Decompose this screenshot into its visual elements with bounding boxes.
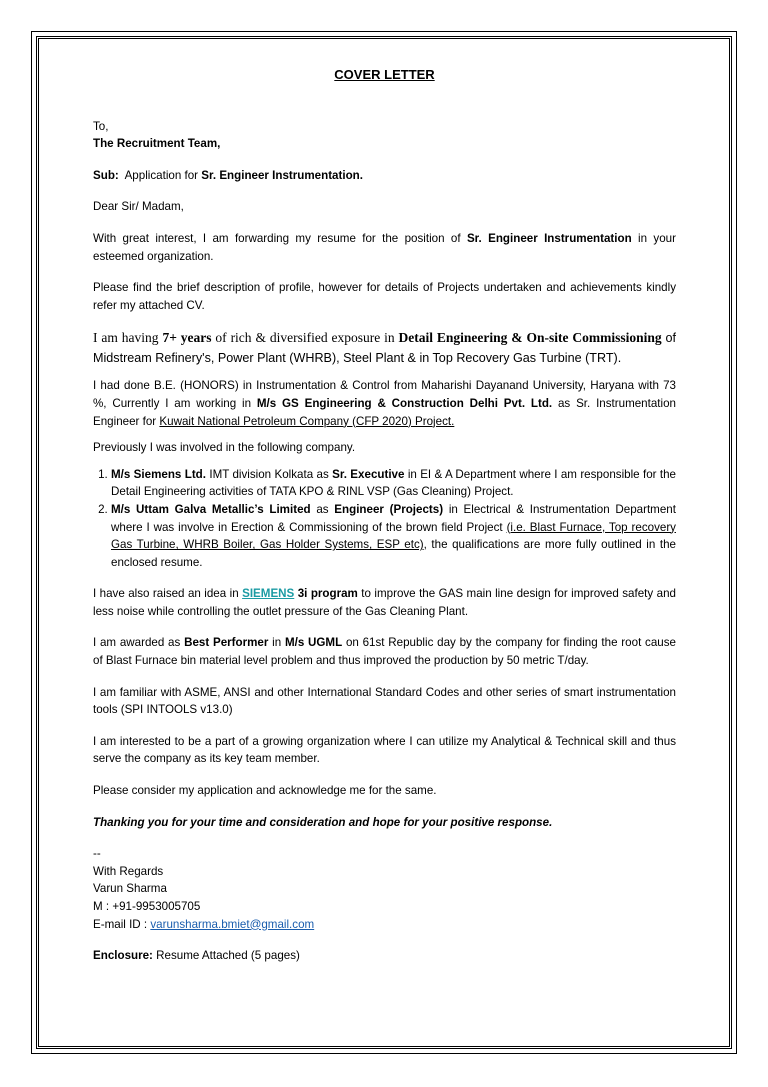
cover-letter: [93, 60, 676, 965]
signature-email-line: E-mail ID : varunsharma.bmiet@gmail.com: [93, 917, 315, 931]
paragraph-interest-org: I am interested to be a part of a growing organization where I can utilize my Analytical & Technical skill and thus serve the company as its key team member.: [93, 734, 676, 766]
paragraph-award: I am awarded as Best Performer in M/s UGML on 61st Republic day by the company for finding the root cause of Blast Furnace bin material level problem and thus improved the production by 50 metric T/day.: [93, 636, 676, 668]
previous-companies-list: [93, 466, 676, 572]
recipient: The Recruitment Team,: [93, 137, 221, 151]
paragraph-idea: I have also raised an idea in SIEMENS 3i program to improve the GAS main line design for improved safety and less noise while controlling the outlet pressure of the Gas Cleaning Plant.: [93, 587, 676, 618]
salutation-to: To,: [93, 119, 109, 133]
subject-line: Sub: Application for Sr. Engineer Instrumentation.: [93, 168, 363, 182]
signature-dashes: --: [93, 847, 101, 861]
paragraph-consider: Please consider my application and acknowledge me for the same.: [93, 784, 437, 798]
paragraph-previous: Previously I was involved in the following company.: [93, 441, 356, 455]
list-item: 1. M/s Siemens Ltd. IMT division Kolkata as Sr. Executive in EI & A Department where I am responsible for the Detail Engineering activities of TATA KPO & RINL VSP (Gas Cleaning) Project.: [111, 466, 676, 501]
signature-mobile: M : +91-9953005705: [93, 900, 201, 913]
closing-thanks: Thanking you for your time and consideration and hope for your positive response.: [93, 815, 553, 829]
list-item: 2. M/s Uttam Galva Metallic’s Limited as Engineer (Projects) in Electrical & Instrumentation Department where I was involve in Erection & Commissioning of the brown field Project (i.e. Blast Furnace, Top recovery Gas Turbine, WHRB Boiler, Gas Holder Systems, ESP etc), the qualifications are more fully outlined in the enclosed resume.: [111, 501, 676, 571]
greeting: Dear Sir/ Madam,: [93, 200, 184, 214]
email-link[interactable]: varunsharma.bmiet@gmail.com: [150, 917, 315, 931]
paragraph-interest: With great interest, I am forwarding my resume for the position of Sr. Engineer Instrumentation in your esteemed organization.: [93, 231, 676, 263]
paragraph-standards: I am familiar with ASME, ANSI and other International Standard Codes and other series of smart instrumentation tools (SPI INTOOLS v13.0): [93, 685, 676, 717]
paragraph-profile: Please find the brief description of profile, however for details of Projects undertaken and achievements kindly refer my attached CV.: [93, 281, 676, 312]
paragraph-experience: I am having 7+ years of rich & diversified exposure in Detail Engineering & On-site Commissioning of Midstream Refinery's, Power Plant (WHRB), Steel Plant & in Top Recovery Gas Turbine (TRT).: [93, 330, 677, 366]
signature-name: Varun Sharma: [93, 882, 167, 896]
signature-regards: With Regards: [93, 864, 164, 878]
enclosure-line: Enclosure: Resume Attached (5 pages): [93, 949, 300, 963]
document-title: COVER LETTER: [334, 67, 435, 82]
paragraph-education: I had done B.E. (HONORS) in Instrumentation & Control from Maharishi Dayanand University, Haryana with 73 %, Currently I am working in M/s GS Engineering & Construction Delhi Pvt. Ltd. as Sr. Instrumentation Engineer for Kuwait National Petroleum Company (CFP 2020) Project.: [93, 379, 676, 428]
